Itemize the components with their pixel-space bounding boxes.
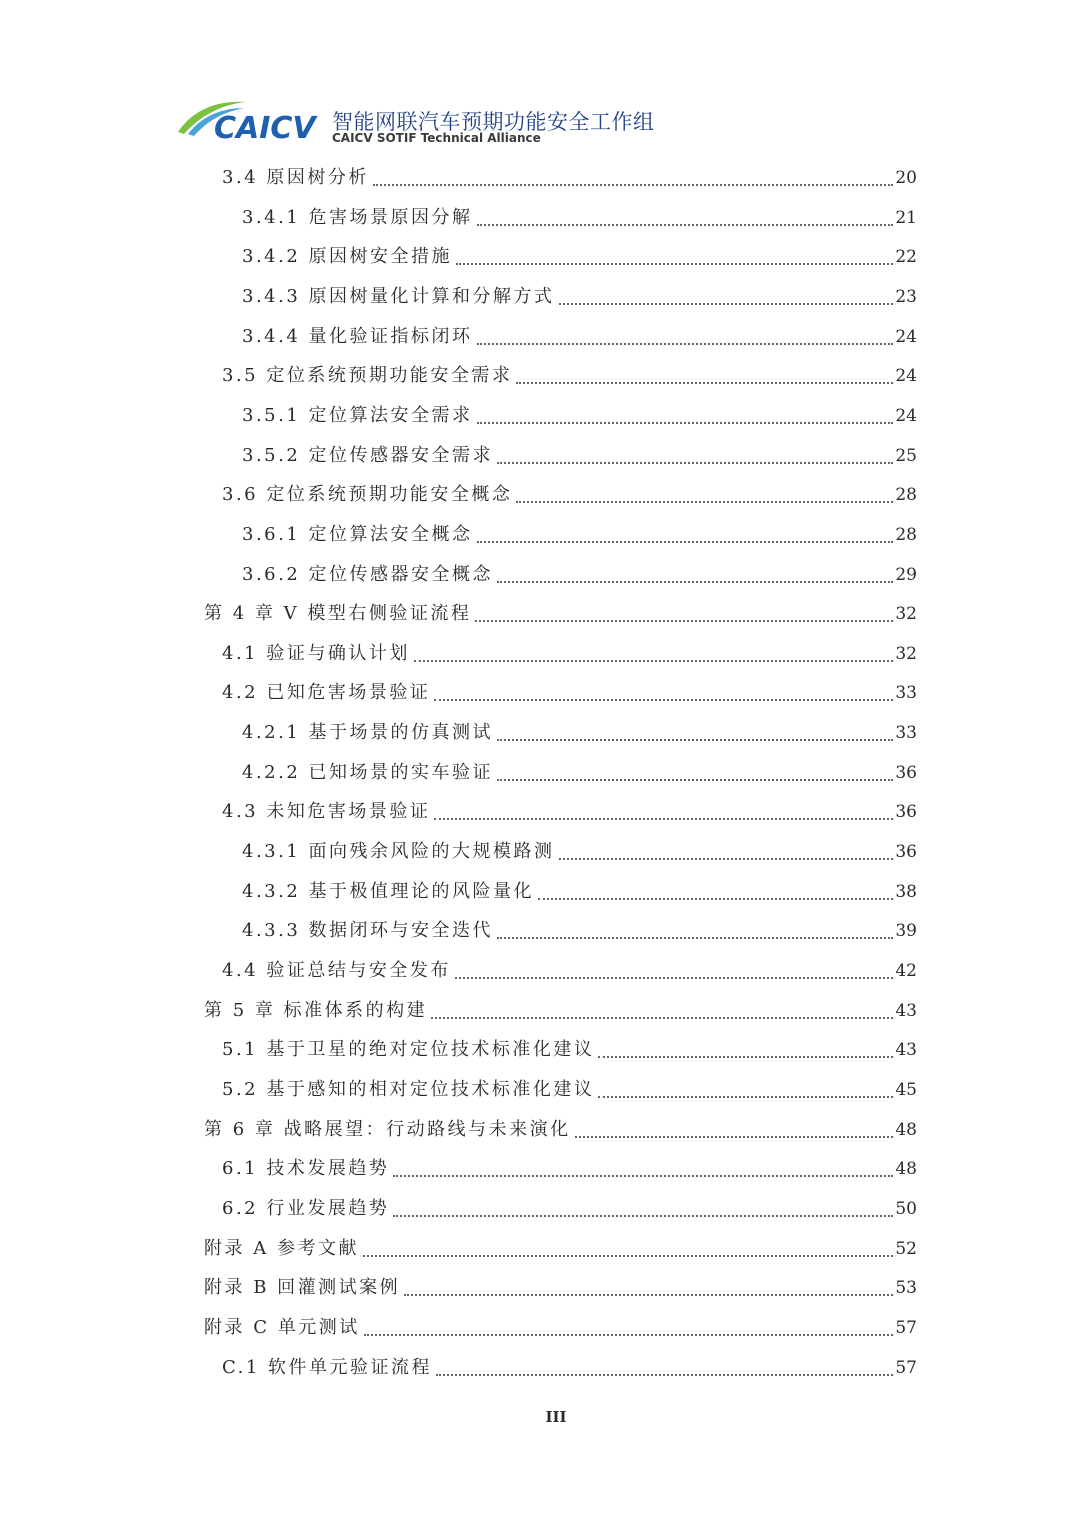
toc-entry-label: 3.4 原因树分析 — [222, 167, 369, 188]
toc-entry[interactable] — [242, 913, 917, 949]
toc-entry-label: 4.1 验证与确认计划 — [222, 642, 410, 664]
toc-entry-page: 21 — [895, 207, 917, 228]
toc-entry[interactable] — [242, 874, 917, 910]
logo-text: CAICV — [214, 111, 316, 146]
toc-entry-label: 3.6.1 定位算法安全概念 — [242, 523, 473, 545]
toc-entry[interactable] — [242, 319, 917, 355]
toc-entry[interactable] — [222, 1350, 917, 1386]
toc-leader-dots — [431, 1017, 893, 1019]
toc-entry[interactable] — [222, 636, 917, 672]
toc-entry[interactable] — [222, 358, 917, 394]
caicv-logo-icon — [174, 94, 334, 154]
toc-entry[interactable] — [242, 200, 917, 236]
toc-entry-label: 6.2 行业发展趋势 — [222, 1197, 390, 1219]
toc-leader-dots — [475, 620, 893, 622]
toc-entry-page: 24 — [895, 366, 917, 387]
toc-entry[interactable] — [242, 398, 917, 434]
toc-entry[interactable] — [222, 794, 917, 830]
toc-leader-dots — [575, 1136, 894, 1138]
toc-entry-page: 20 — [895, 168, 917, 188]
toc-entry[interactable] — [242, 279, 917, 315]
toc-entry-page: 48 — [895, 1159, 917, 1180]
toc-entry-label: 5.1 基于卫星的绝对定位技术标准化建议 — [222, 1039, 595, 1061]
toc-entry-page: 50 — [895, 1198, 917, 1219]
toc-entry-label: 4.4 验证总结与安全发布 — [222, 960, 451, 981]
toc-entry-page: 28 — [895, 485, 917, 506]
toc-entry-label: 第 6 章 战略展望：行动路线与未来演化 — [204, 1118, 571, 1140]
toc-leader-dots — [538, 898, 893, 900]
toc-entry-page: 57 — [895, 1357, 917, 1378]
toc-entry-label: C.1 软件单元验证流程 — [222, 1356, 433, 1378]
toc-entry[interactable] — [242, 239, 917, 275]
toc-entry[interactable] — [242, 834, 917, 870]
toc-leader-dots — [497, 739, 893, 741]
toc-leader-dots — [497, 581, 893, 583]
toc-entry[interactable] — [204, 1270, 917, 1306]
toc-entry[interactable] — [222, 160, 917, 196]
toc-leader-dots — [477, 343, 894, 345]
toc-entry-page: 32 — [895, 643, 917, 664]
toc-entry-page: 24 — [895, 405, 917, 426]
toc-leader-dots — [434, 699, 893, 701]
toc-leader-dots — [477, 541, 894, 543]
toc-entry-page: 42 — [895, 961, 917, 981]
toc-entry-page: 29 — [895, 564, 917, 585]
toc-entry[interactable] — [204, 1310, 917, 1346]
toc-entry-label: 第 4 章 V 模型右侧验证流程 — [204, 603, 472, 625]
toc-entry-label: 附录 B 回灌测试案例 — [204, 1277, 401, 1299]
toc-leader-dots — [598, 1096, 893, 1098]
toc-entry-label: 附录 C 单元测试 — [204, 1316, 360, 1338]
toc-leader-dots — [404, 1294, 893, 1296]
toc-entry[interactable] — [222, 1151, 917, 1187]
toc-entry-label: 4.2.2 已知场景的实车验证 — [242, 761, 494, 783]
toc-entry-label: 3.4.3 原因树量化计算和分解方式 — [242, 285, 555, 307]
toc-leader-dots — [516, 501, 893, 503]
toc-entry-page: 33 — [895, 683, 917, 704]
toc-leader-dots — [393, 1215, 893, 1217]
toc-entry[interactable] — [204, 1112, 917, 1148]
toc-entry-label: 第 5 章 标准体系的构建 — [204, 999, 428, 1021]
toc-entry[interactable] — [222, 477, 917, 513]
toc-leader-dots — [497, 462, 893, 464]
toc-leader-dots — [363, 1255, 893, 1257]
toc-entry-page: 43 — [895, 1040, 917, 1061]
toc-entry-page: 57 — [895, 1317, 917, 1338]
toc-entry-page: 23 — [895, 286, 917, 307]
toc-leader-dots — [414, 660, 894, 662]
toc-entry-label: 3.5.2 定位传感器安全需求 — [242, 444, 494, 466]
toc-entry-page: 28 — [895, 524, 917, 545]
toc-leader-dots — [559, 858, 894, 860]
toc-entry-label: 4.3.2 基于极值理论的风险量化 — [242, 880, 535, 902]
toc-leader-dots — [598, 1056, 893, 1058]
toc-entry-label: 4.2.1 基于场景的仿真测试 — [242, 722, 494, 744]
toc-leader-dots — [393, 1175, 893, 1177]
toc-entry-page: 36 — [895, 802, 917, 823]
toc-leader-dots — [455, 977, 894, 979]
toc-entry-page: 33 — [895, 723, 917, 744]
toc-entry-page: 32 — [895, 604, 917, 625]
toc-leader-dots — [497, 779, 893, 781]
toc-entry[interactable] — [222, 1191, 917, 1227]
toc-entry-label: 3.4.4 量化验证指标闭环 — [242, 325, 473, 347]
toc-entry-label: 6.1 技术发展趋势 — [222, 1158, 390, 1180]
page-number: III — [545, 1408, 567, 1426]
toc-entry-page: 36 — [895, 842, 917, 863]
toc-entry-label: 4.3.1 面向残余风险的大规模路测 — [242, 841, 555, 863]
toc-leader-dots — [516, 382, 893, 384]
toc-entry-label: 3.5 定位系统预期功能安全需求 — [222, 365, 513, 387]
toc-entry[interactable] — [222, 1032, 917, 1068]
toc-leader-dots — [559, 303, 894, 305]
toc-entry-page: 45 — [895, 1079, 917, 1100]
toc-entry-page: 39 — [895, 921, 917, 942]
toc-entry-page: 43 — [895, 1000, 917, 1021]
toc-entry[interactable] — [204, 1231, 917, 1267]
toc-entry-label: 4.3 未知危害场景验证 — [222, 801, 431, 823]
toc-entry-label: 3.4.2 原因树安全措施 — [242, 246, 453, 268]
org-name-en: CAICV SOTIF Technical Alliance — [332, 131, 541, 145]
toc-leader-dots — [497, 937, 893, 939]
toc-entry-page: 36 — [895, 762, 917, 783]
toc-entry-label: 3.6 定位系统预期功能安全概念 — [222, 484, 513, 506]
toc-entry-label: 4.2 已知危害场景验证 — [222, 682, 431, 704]
toc-entry-label: 附录 A 参考文献 — [204, 1237, 359, 1259]
toc-entry-page: 53 — [895, 1278, 917, 1299]
toc-leader-dots — [434, 818, 893, 820]
toc-entry[interactable] — [242, 715, 917, 751]
toc-entry[interactable] — [242, 517, 917, 553]
toc-entry[interactable] — [222, 1072, 917, 1108]
toc-leader-dots — [373, 184, 894, 186]
toc-leader-dots — [456, 263, 893, 265]
toc-entry[interactable] — [222, 675, 917, 711]
toc-entry[interactable] — [204, 993, 917, 1029]
toc-entry-label: 3.4.1 危害场景原因分解 — [242, 206, 473, 228]
toc-entry-label: 5.2 基于感知的相对定位技术标准化建议 — [222, 1078, 595, 1100]
toc-entry[interactable] — [242, 557, 917, 593]
toc-entry-page: 22 — [895, 247, 917, 268]
toc-entry-page: 48 — [895, 1119, 917, 1140]
toc-entry[interactable] — [204, 596, 917, 632]
toc-entry-page: 52 — [895, 1238, 917, 1259]
toc-entry[interactable] — [222, 953, 917, 989]
toc-entry-label: 4.3.3 数据闭环与安全迭代 — [242, 920, 494, 942]
toc-entry-label: 3.5.1 定位算法安全需求 — [242, 404, 473, 426]
toc-leader-dots — [436, 1374, 893, 1376]
toc-entry-page: 38 — [895, 881, 917, 902]
toc-leader-dots — [477, 224, 894, 226]
toc-entry-page: 25 — [895, 445, 917, 466]
toc-entry-page: 24 — [895, 326, 917, 347]
org-name-cn: 智能网联汽车预期功能安全工作组 — [332, 110, 655, 134]
toc-leader-dots — [364, 1334, 894, 1336]
toc-entry-label: 3.6.2 定位传感器安全概念 — [242, 563, 494, 585]
toc-entry[interactable] — [242, 438, 917, 474]
toc-entry[interactable] — [242, 755, 917, 791]
toc-leader-dots — [477, 422, 894, 424]
